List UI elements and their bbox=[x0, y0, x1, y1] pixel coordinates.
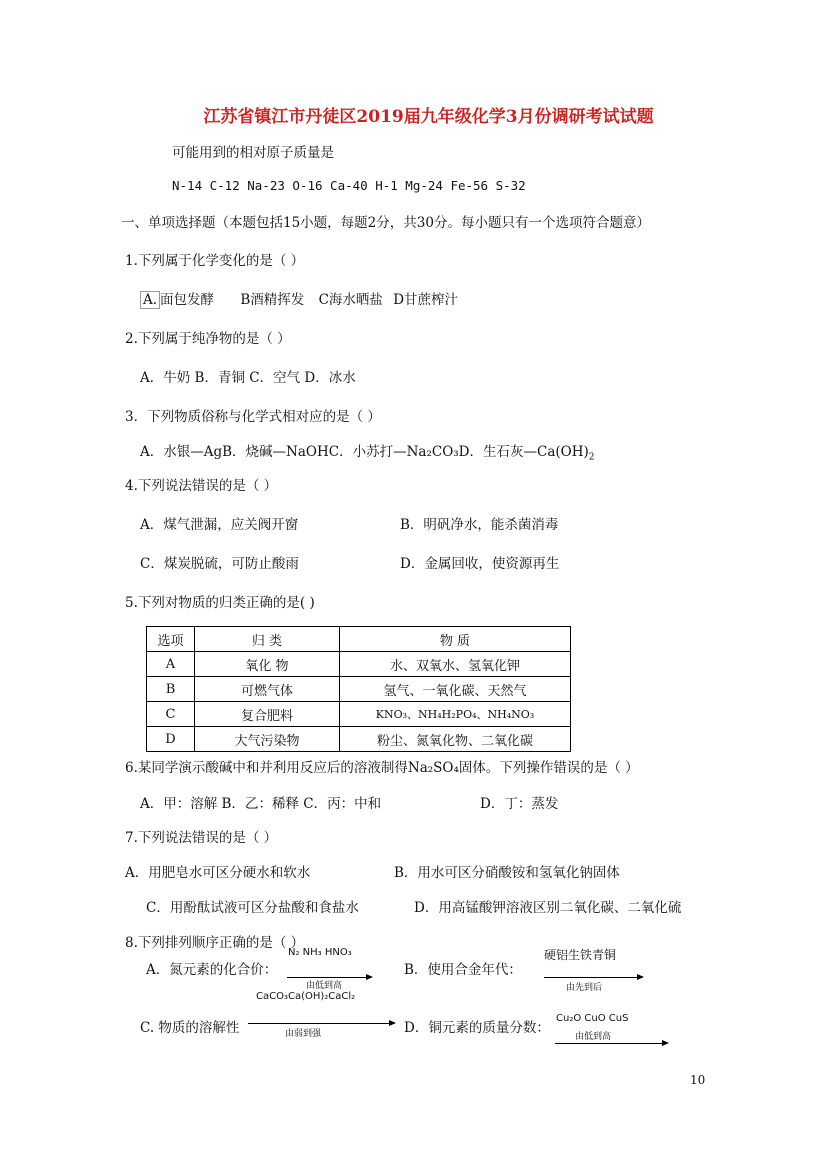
q1-option-c: C海水晒盐 bbox=[318, 292, 383, 308]
q8-option-c-sequence: CaCO₃Ca(OH)₂CaCl₂ bbox=[256, 991, 356, 1002]
table-cell: 水、双氧水、氢氧化钾 bbox=[340, 652, 571, 677]
q7-option-b: B．用水可区分硝酸铵和氢氧化钠固体 bbox=[394, 865, 620, 881]
q6-option-d: D．丁：蒸发 bbox=[480, 796, 559, 812]
q6-options-abc: A．甲：溶解 B．乙：稀释 C．丙：中和 bbox=[140, 796, 382, 812]
q8-option-b-label: B．使用合金年代： bbox=[404, 962, 522, 978]
q8-option-c-direction: 由弱到强 bbox=[285, 1029, 322, 1039]
table-row bbox=[147, 702, 571, 727]
q8-option-d-label: D．铜元素的质量分数： bbox=[404, 1020, 550, 1036]
table-cell: KNO₃、NH₄H₂PO₄、NH₄NO₃ bbox=[340, 702, 571, 727]
question-3-options bbox=[140, 440, 594, 463]
table-cell: 复合肥料 bbox=[195, 702, 340, 727]
q7-option-d: D．用高锰酸钾溶液区别二氧化碳、二氧化硫 bbox=[414, 900, 682, 916]
table-header-cell: 物 质 bbox=[340, 627, 571, 652]
question-4-stem: 4.下列说法错误的是（ ） bbox=[125, 478, 278, 494]
arrow-head-icon bbox=[366, 974, 373, 980]
q7-option-a: A．用肥皂水可区分硬水和软水 bbox=[125, 865, 311, 881]
table-row bbox=[147, 727, 571, 752]
q4-option-c: C．煤炭脱硫，可防止酸雨 bbox=[140, 556, 299, 572]
q4-option-b: B．明矾净水，能杀菌消毒 bbox=[400, 517, 559, 533]
table-row bbox=[147, 677, 571, 702]
q8-option-c-label: C. 物质的溶解性 bbox=[140, 1020, 240, 1036]
table-cell: 粉尘、氮氧化物、二氧化碳 bbox=[340, 727, 571, 752]
table-row bbox=[147, 652, 571, 677]
q8-option-a-sequence: N₂ NH₃ HNO₃ bbox=[288, 947, 352, 958]
atomic-mass-list: N-14 C-12 Na-23 O-16 Ca-40 H-1 Mg-24 Fe-56 S-32 bbox=[172, 178, 526, 193]
q1-option-b: B酒精挥发 bbox=[240, 292, 305, 308]
classification-table bbox=[146, 626, 571, 752]
arrow-head-icon bbox=[637, 974, 644, 980]
table-cell: A bbox=[147, 652, 195, 677]
question-2-stem: 2.下列属于纯净物的是（ ） bbox=[125, 331, 291, 347]
question-2-options: A．牛奶 B．青铜 C．空气 D．冰水 bbox=[140, 370, 356, 386]
q8-option-b-sequence: 硬铝生铁青铜 bbox=[544, 948, 617, 962]
table-cell: 氧化 物 bbox=[195, 652, 340, 677]
q1-option-a-letter: A. bbox=[140, 291, 160, 309]
table-header-cell: 选项 bbox=[147, 627, 195, 652]
arrow-head-icon bbox=[662, 1040, 669, 1046]
q8-option-d-direction: 由低到高 bbox=[575, 1032, 612, 1042]
q7-option-c: C．用酚酞试液可区分盐酸和食盐水 bbox=[146, 900, 359, 916]
question-1-options bbox=[140, 288, 458, 308]
table-header-row bbox=[147, 627, 571, 652]
q8-option-d-arrow bbox=[555, 1040, 669, 1048]
document-title: 江苏省镇江市丹徒区2019届九年级化学3月份调研考试试题 bbox=[203, 107, 654, 127]
question-7-stem: 7.下列说法错误的是（ ） bbox=[125, 830, 278, 846]
q8-option-a-label: A．氮元素的化合价： bbox=[146, 962, 278, 978]
table-cell: C bbox=[147, 702, 195, 727]
question-8-stem: 8.下列排列顺序正确的是（ ） bbox=[125, 935, 305, 951]
atomic-mass-label: 可能用到的相对原子质量是 bbox=[172, 145, 334, 161]
table-cell: 大气污染物 bbox=[195, 727, 340, 752]
q4-option-d: D．金属回收，使资源再生 bbox=[400, 556, 560, 572]
table-cell: B bbox=[147, 677, 195, 702]
q8-option-c-arrow bbox=[248, 1020, 396, 1028]
question-1-stem: 1.下列属于化学变化的是（ ） bbox=[125, 253, 305, 269]
q4-option-a: A．煤气泄漏，应关阀开窗 bbox=[140, 517, 299, 533]
q8-option-b-direction: 由先到后 bbox=[566, 983, 603, 993]
q1-option-a: 面包发酵 bbox=[160, 292, 215, 308]
table-header-cell: 归 类 bbox=[195, 627, 340, 652]
q1-option-d: D甘蔗榨汁 bbox=[393, 292, 459, 308]
q8-option-d-sequence: Cu₂O CuO CuS bbox=[556, 1013, 629, 1024]
question-5-stem: 5.下列对物质的归类正确的是( ) bbox=[125, 595, 315, 611]
section-1-header: 一、单项选择题（本题包括15小题，每题2分，共30分。每小题只有一个选项符合题意） bbox=[121, 215, 650, 231]
page-number: 10 bbox=[690, 1073, 706, 1087]
table-cell: 氢气、一氧化碳、天然气 bbox=[340, 677, 571, 702]
table-cell: 可燃气体 bbox=[195, 677, 340, 702]
table-cell: D bbox=[147, 727, 195, 752]
q3-options-main: A．水银—AgB．烧碱—NaOHC．小苏打—Na₂CO₃D．生石灰—Ca(OH) bbox=[140, 444, 589, 460]
question-6-stem: 6.某同学演示酸碱中和并利用反应后的溶液制得Na₂SO₄固体。下列操作错误的是（ ） bbox=[125, 760, 639, 776]
q8-option-a-direction: 由低到高 bbox=[306, 981, 343, 991]
q3-options-subscript: 2 bbox=[588, 452, 595, 463]
question-3-stem: 3．下列物质俗称与化学式相对应的是（ ） bbox=[125, 409, 381, 425]
arrow-head-icon bbox=[389, 1020, 396, 1026]
